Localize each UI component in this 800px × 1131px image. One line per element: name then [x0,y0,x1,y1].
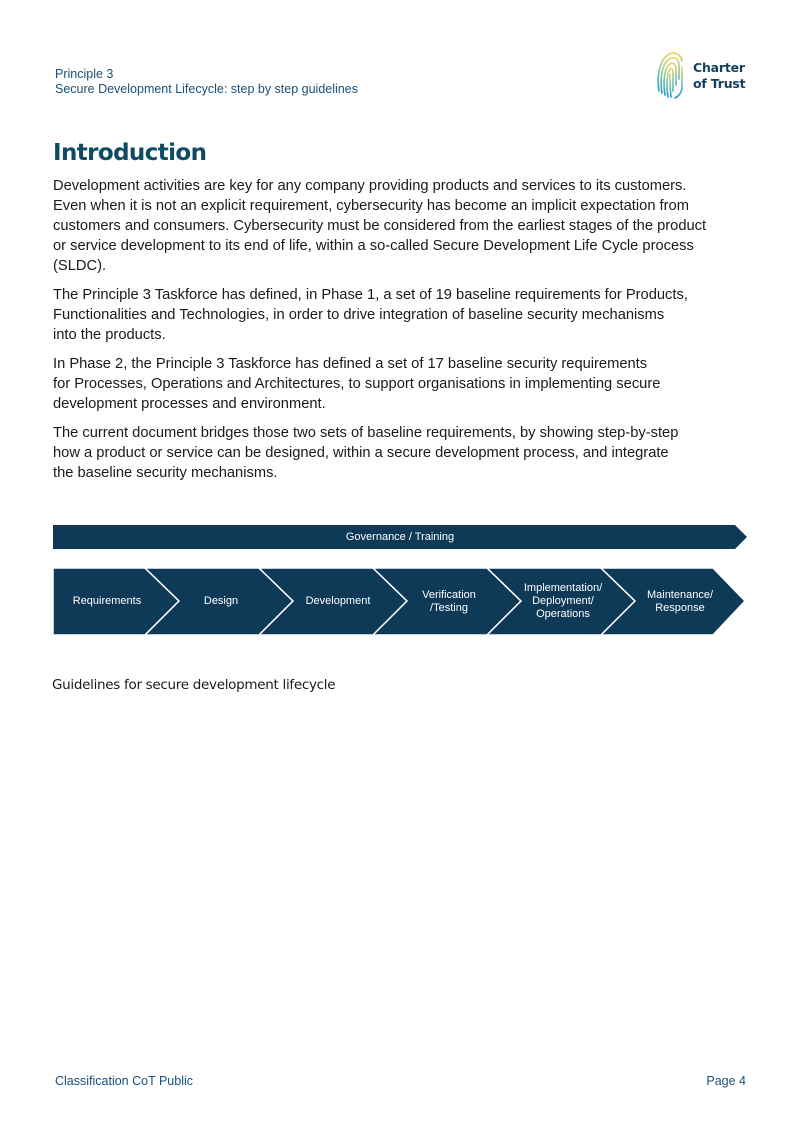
header-subtitle: Secure Development Lifecycle: step by step guidelines [55,82,358,96]
step-label-verification: Verification /Testing [422,588,476,614]
charter-of-trust-logo [655,49,755,101]
footer-classification: Classification CoT Public [55,1074,194,1088]
figure-caption: Guidelines for secure development lifecycle [52,677,336,693]
paragraph: The Principle 3 Taskforce has defined, in Phase 1, a set of 19 baseline requirements for Products, Functionalities and Technologies, in order to drive integration of baseline security mechanisms into the products. [53,287,688,343]
section-title: Introduction [53,140,207,166]
intro-body [53,176,743,492]
header-principle: Principle 3 [55,67,114,81]
step-label-maintenance: Maintenance/ Response [646,588,714,614]
step-label-requirements: Requirements [72,595,142,607]
footer-page-number: Page 4 [706,1074,746,1088]
paragraph: In Phase 2, the Principle 3 Taskforce has defined a set of 17 baseline security requirements for Processes, Operations and Architectures, to support organisations in implementing secure development processes and environment. [53,356,661,412]
step-label-design: Design [203,595,239,607]
fingerprint-icon [655,49,685,101]
paragraph: The current document bridges those two sets of baseline requirements, by showing step-by-step how a product or service can be designed, within a secure development process, and integrate the baseline security mechanisms. [53,425,679,481]
page-header [55,67,358,97]
governance-banner-label: Governance / Training [345,530,455,543]
sdl-process-diagram [53,525,747,637]
step-label-development: Development [305,595,371,607]
logo-text: Charter of Trust [693,60,746,91]
paragraph: Development activities are key for any company providing products and services to its customers. Even when it is not an explicit requirement, cybersecurity has become an implicit expectation from customers and consumers. Cybersecurity must be considered from the earliest stages of the product or service development to its end of life, within a so-called Secure Development Life Cycle process (SLDC). [53,178,707,274]
step-label-implementation: Implementation/ Deployment/ Operations [523,582,603,620]
